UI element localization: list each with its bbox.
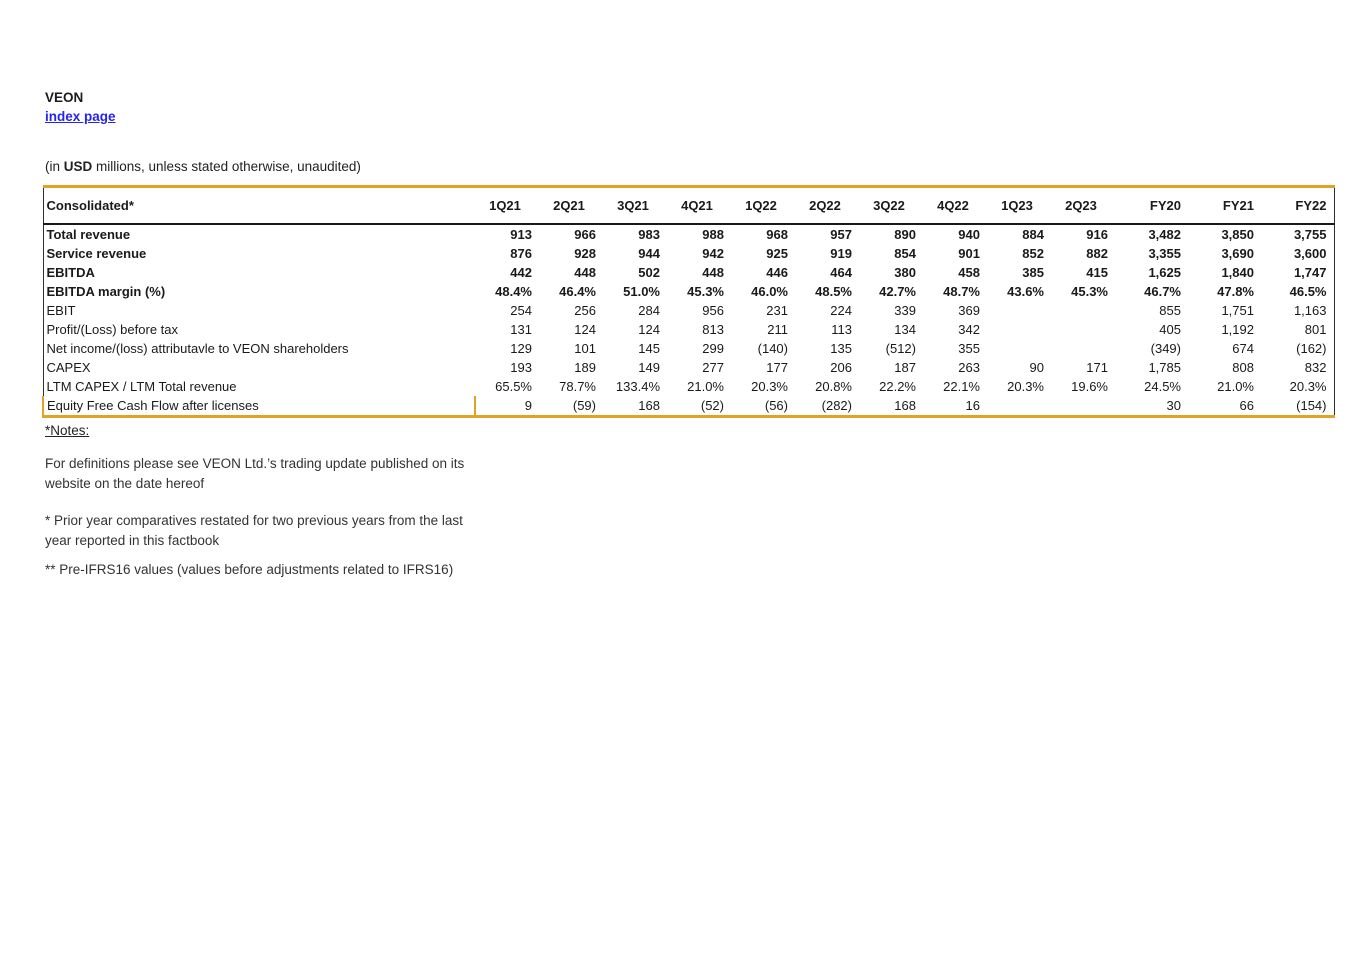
- table-row: [43, 358, 1334, 377]
- value-cell: 415: [1086, 264, 1108, 280]
- value-cell: [987, 301, 1051, 320]
- value-cell: (162): [1296, 340, 1327, 356]
- value-cell: 43.6%: [1007, 283, 1044, 299]
- table-body: [43, 224, 1334, 417]
- value-cell: 876: [510, 245, 532, 261]
- value-cell: 956: [702, 302, 724, 318]
- value-cell: 808: [1232, 359, 1254, 375]
- value-cell: 3,600: [1293, 245, 1327, 261]
- value-cell: 129: [510, 340, 532, 356]
- value-cell: 16: [965, 397, 980, 413]
- value-cell: 9: [524, 397, 532, 413]
- table-row: [43, 244, 1334, 263]
- value-cell: [1051, 301, 1115, 320]
- value-cell: 901: [958, 245, 980, 261]
- value-cell: 913: [510, 226, 532, 242]
- units-note-prefix: (in: [45, 159, 64, 174]
- value-cell: 124: [574, 321, 596, 337]
- value-cell: 189: [574, 359, 596, 375]
- value-cell: 674: [1232, 340, 1254, 356]
- value-cell: (56): [764, 397, 788, 413]
- brand-block: [45, 90, 1333, 126]
- row-label: Profit/(Loss) before tax: [46, 321, 178, 337]
- table-row: [43, 263, 1334, 282]
- value-cell: 254: [510, 302, 532, 318]
- value-cell: 206: [830, 359, 852, 375]
- period-header: 2Q21: [553, 197, 585, 213]
- value-cell: 256: [574, 302, 596, 318]
- row-label: LTM CAPEX / LTM Total revenue: [46, 378, 237, 394]
- value-cell: 339: [894, 302, 916, 318]
- value-cell: 66: [1239, 397, 1254, 413]
- value-cell: 299: [702, 340, 724, 356]
- value-cell: 3,690: [1221, 245, 1254, 261]
- value-cell: 1,625: [1148, 264, 1181, 280]
- value-cell: 385: [1022, 264, 1044, 280]
- value-cell: 966: [574, 226, 596, 242]
- value-cell: 20.3%: [1007, 378, 1044, 394]
- value-cell: 3,850: [1221, 226, 1254, 242]
- row-label: Equity Free Cash Flow after licenses: [43, 396, 475, 417]
- value-cell: 177: [766, 359, 788, 375]
- table-row: [43, 224, 1334, 244]
- value-cell: 20.8%: [815, 378, 852, 394]
- value-cell: [1051, 339, 1115, 358]
- value-cell: 171: [1086, 359, 1108, 375]
- value-cell: 944: [638, 245, 660, 261]
- value-cell: 134: [894, 321, 916, 337]
- value-cell: 983: [638, 226, 660, 242]
- value-cell: 3,482: [1148, 226, 1181, 242]
- value-cell: 45.3%: [1071, 283, 1108, 299]
- value-cell: 231: [766, 302, 788, 318]
- value-cell: (59): [572, 397, 596, 413]
- value-cell: 832: [1304, 359, 1327, 375]
- value-cell: 149: [638, 359, 660, 375]
- value-cell: 263: [958, 359, 980, 375]
- value-cell: 45.3%: [687, 283, 724, 299]
- value-cell: 131: [510, 321, 532, 337]
- period-header: 2Q22: [809, 197, 841, 213]
- value-cell: 442: [510, 264, 532, 280]
- value-cell: 380: [894, 264, 916, 280]
- value-cell: 1,192: [1221, 321, 1254, 337]
- value-cell: [987, 339, 1051, 358]
- table-row: [43, 377, 1334, 396]
- value-cell: 448: [574, 264, 596, 280]
- period-header: 1Q21: [489, 197, 521, 213]
- row-label: Total revenue: [46, 226, 131, 242]
- value-cell: (282): [821, 397, 852, 413]
- period-header: 1Q22: [745, 197, 777, 213]
- value-cell: 369: [958, 302, 980, 318]
- value-cell: 19.6%: [1071, 378, 1108, 394]
- table-row: [43, 301, 1334, 320]
- value-cell: [987, 320, 1051, 339]
- period-header: 3Q22: [873, 197, 905, 213]
- value-cell: 101: [574, 340, 596, 356]
- value-cell: 882: [1086, 245, 1108, 261]
- value-cell: 813: [702, 321, 724, 337]
- value-cell: 42.7%: [879, 283, 916, 299]
- row-label: EBIT: [46, 302, 76, 318]
- table-title-header: Consolidated*: [46, 197, 134, 213]
- value-cell: 124: [638, 321, 660, 337]
- value-cell: 925: [766, 245, 788, 261]
- value-cell: 1,163: [1293, 302, 1327, 318]
- value-cell: 988: [702, 226, 724, 242]
- row-label: Service revenue: [46, 245, 147, 261]
- value-cell: 135: [830, 340, 852, 356]
- note-pre-ifrs16: ** Pre-IFRS16 values (values before adjustments related to IFRS16): [45, 561, 454, 577]
- note-prior-year-restated: * Prior year comparatives restated for two previous years from the last year reported in this factbook: [45, 512, 463, 548]
- value-cell: 145: [638, 340, 660, 356]
- value-cell: (512): [885, 340, 916, 356]
- value-cell: 22.2%: [879, 378, 916, 394]
- table-row: [43, 339, 1334, 358]
- value-cell: 957: [830, 226, 852, 242]
- value-cell: 187: [894, 359, 916, 375]
- value-cell: 65.5%: [495, 378, 532, 394]
- value-cell: [987, 396, 1051, 417]
- value-cell: 113: [831, 321, 852, 337]
- value-cell: [1051, 320, 1115, 339]
- notes-heading: *Notes:: [45, 422, 90, 438]
- value-cell: (140): [757, 340, 788, 356]
- value-cell: 78.7%: [559, 378, 596, 394]
- value-cell: 22.1%: [943, 378, 980, 394]
- value-cell: 20.3%: [1289, 378, 1327, 394]
- value-cell: 211: [767, 321, 788, 337]
- value-cell: 168: [638, 397, 660, 413]
- value-cell: 46.0%: [751, 283, 788, 299]
- value-cell: 1,840: [1221, 264, 1254, 280]
- period-header: 1Q23: [1001, 197, 1033, 213]
- value-cell: 890: [894, 226, 916, 242]
- value-cell: (349): [1150, 340, 1181, 356]
- value-cell: 405: [1159, 321, 1181, 337]
- value-cell: 355: [958, 340, 980, 356]
- period-header: FY22: [1295, 197, 1327, 213]
- value-cell: 46.4%: [559, 283, 596, 299]
- value-cell: 3,755: [1293, 226, 1327, 242]
- value-cell: 342: [958, 321, 980, 337]
- value-cell: 854: [894, 245, 916, 261]
- value-cell: 168: [894, 397, 916, 413]
- value-cell: [1051, 396, 1115, 417]
- table-header-row: [43, 187, 1334, 224]
- value-cell: 968: [766, 226, 788, 242]
- period-header: 4Q21: [681, 197, 713, 213]
- units-note-suffix: millions, unless stated otherwise, unaudited): [92, 159, 361, 174]
- value-cell: 1,785: [1148, 359, 1181, 375]
- value-cell: 90: [1029, 359, 1044, 375]
- row-label: EBITDA: [46, 264, 95, 280]
- row-label: CAPEX: [46, 359, 91, 375]
- value-cell: 916: [1086, 226, 1108, 242]
- value-cell: 884: [1022, 226, 1044, 242]
- table-row: [43, 282, 1334, 301]
- value-cell: 133.4%: [615, 378, 660, 394]
- table-row: [43, 320, 1334, 339]
- consolidated-financials-table: [42, 185, 1335, 418]
- value-cell: (154): [1296, 397, 1327, 413]
- value-cell: 458: [958, 264, 980, 280]
- row-label: Net income/(loss) attributavle to VEON shareholders: [46, 340, 349, 356]
- value-cell: 51.0%: [623, 283, 660, 299]
- value-cell: 48.4%: [495, 283, 532, 299]
- value-cell: 24.5%: [1144, 378, 1181, 394]
- value-cell: 48.7%: [943, 283, 980, 299]
- value-cell: 277: [702, 359, 724, 375]
- value-cell: 448: [702, 264, 724, 280]
- value-cell: 284: [638, 302, 660, 318]
- period-header: FY21: [1222, 197, 1254, 213]
- notes-section: [45, 423, 491, 581]
- value-cell: 20.3%: [751, 378, 788, 394]
- value-cell: 21.0%: [1217, 378, 1254, 394]
- period-header: 4Q22: [937, 197, 969, 213]
- value-cell: 852: [1022, 245, 1044, 261]
- value-cell: 801: [1304, 321, 1327, 337]
- value-cell: 3,355: [1148, 245, 1181, 261]
- value-cell: 46.7%: [1144, 283, 1181, 299]
- company-title: VEON: [45, 90, 84, 105]
- value-cell: 855: [1159, 302, 1181, 318]
- value-cell: 30: [1166, 397, 1181, 413]
- period-header: 3Q21: [617, 197, 649, 213]
- value-cell: 1,751: [1221, 302, 1254, 318]
- note-definitions: For definitions please see VEON Ltd.’s trading update published on its website on the date hereof: [45, 455, 465, 491]
- table-row: [43, 396, 1334, 417]
- period-header: 2Q23: [1065, 197, 1097, 213]
- value-cell: 446: [766, 264, 788, 280]
- row-label: EBITDA margin (%): [46, 283, 166, 299]
- value-cell: 21.0%: [687, 378, 724, 394]
- period-header: FY20: [1149, 197, 1181, 213]
- value-cell: 48.5%: [815, 283, 852, 299]
- units-note-currency: USD: [63, 159, 93, 174]
- value-cell: 928: [574, 245, 596, 261]
- value-cell: 224: [830, 302, 852, 318]
- value-cell: (52): [700, 397, 724, 413]
- value-cell: 940: [958, 226, 980, 242]
- value-cell: 464: [830, 264, 852, 280]
- value-cell: 502: [638, 264, 660, 280]
- index-page-link[interactable]: index page: [45, 109, 116, 124]
- value-cell: 47.8%: [1217, 283, 1254, 299]
- units-note: [45, 159, 1333, 174]
- value-cell: 1,747: [1293, 264, 1327, 280]
- value-cell: 942: [702, 245, 724, 261]
- value-cell: 46.5%: [1289, 283, 1327, 299]
- value-cell: 919: [830, 245, 852, 261]
- value-cell: 193: [510, 359, 532, 375]
